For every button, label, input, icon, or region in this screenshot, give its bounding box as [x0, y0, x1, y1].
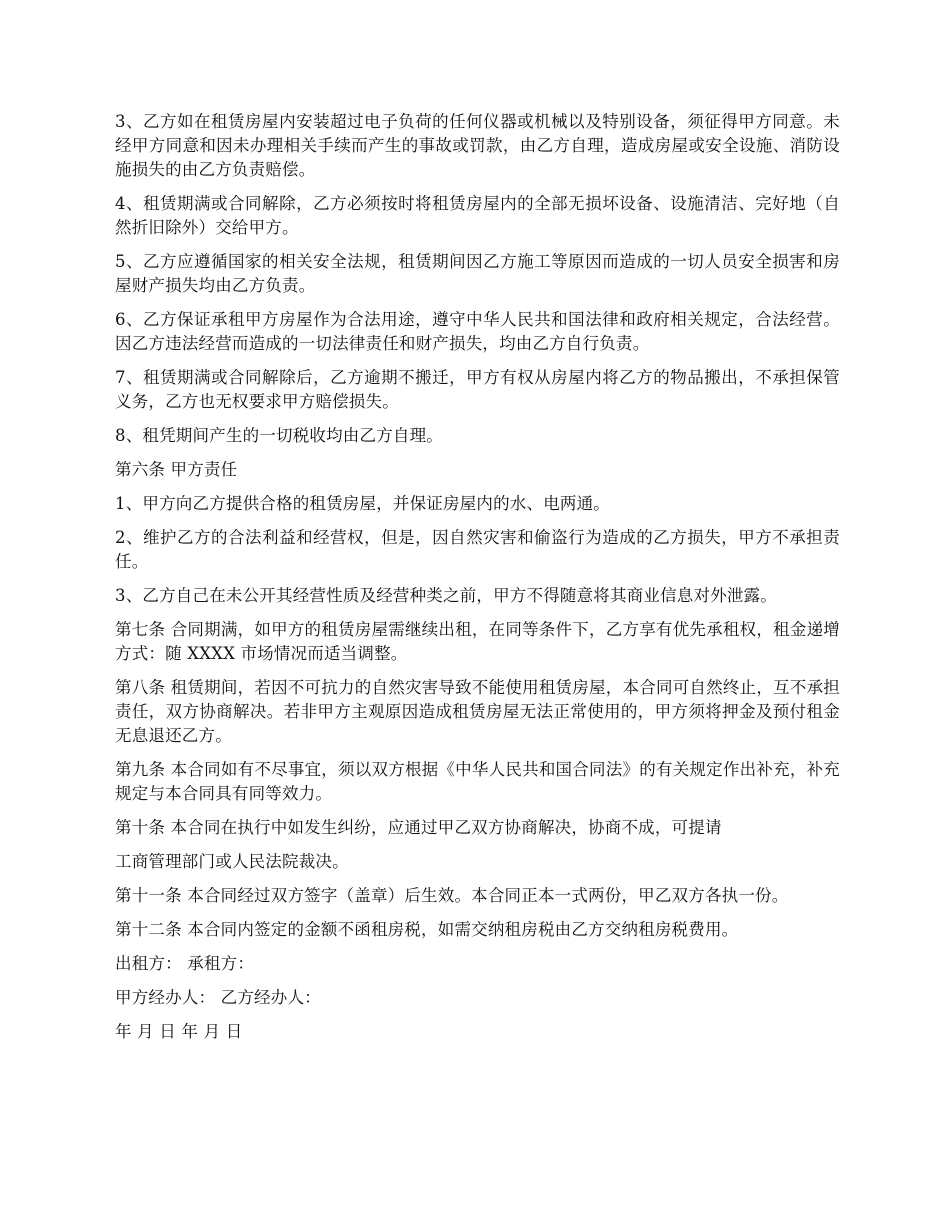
clause-6-item-2: 2、维护乙方的合法利益和经营权，但是，因自然灾害和偷盗行为造成的乙方损失，甲方不承担责任。	[115, 528, 840, 571]
clause-5-item-7: 7、租赁期满或合同解除后，乙方逾期不搬迁，甲方有权从房屋内将乙方的物品搬出，不承担保管义务，乙方也无权要求甲方赔偿损失。	[115, 368, 840, 411]
clause-5-item-5: 5、乙方应遵循国家的相关安全法规，租赁期间因乙方施工等原因而造成的一切人员安全损害和房屋财产损失均由乙方负责。	[115, 252, 840, 295]
clause-6-heading: 第六条 甲方责任	[115, 460, 238, 479]
clause-6-item-3: 3、乙方自己在未公开其经营性质及经营种类之前，甲方不得随意将其商业信息对外泄露。	[115, 586, 777, 605]
clause-5-item-8: 8、租凭期间产生的一切税收均由乙方自理。	[115, 426, 443, 445]
clause-5-item-4: 4、租赁期满或合同解除，乙方必须按时将租赁房屋内的全部无损坏设备、设施清洁、完好地（自然折旧除外）交给甲方。	[115, 194, 840, 237]
clause-12: 第十二条 本合同内签定的金额不函租房税，如需交纳租房税由乙方交纳租房税费用。	[115, 920, 739, 939]
document-body	[115, 110, 840, 1054]
clause-9: 第九条 本合同如有不尽事宜，须以双方根据《中华人民共和国合同法》的有关规定作出补充，补充规定与本合同具有同等效力。	[115, 760, 840, 803]
signature-agents-line: 甲方经办人： 乙方经办人：	[115, 988, 321, 1007]
clause-5-item-3: 3、乙方如在租赁房屋内安装超过电子负荷的任何仪器或机械以及特别设备，须征得甲方同意。未经甲方同意和因未办理相关手续而产生的事故或罚款，由乙方自理，造成房屋或安全设施、消防设施损失的由乙方负责赔偿。	[115, 112, 840, 179]
clause-8: 第八条 租赁期间，若因不可抗力的自然灾害导致不能使用租赁房屋，本合同可自然终止，互不承担责任，双方协商解决。若非甲方主观原因造成租赁房屋无法正常使用的，甲方须将押金及预付租金无息退还乙方。	[115, 678, 840, 745]
clause-6-item-1: 1、甲方向乙方提供合格的租赁房屋，并保证房屋内的水、电两通。	[115, 494, 610, 513]
clause-11: 第十一条 本合同经过双方签字（盖章）后生效。本合同正本一式两份，甲乙双方各执一份。	[115, 886, 789, 905]
clause-10: 第十条 本合同在执行中如发生纠纷，应通过甲乙双方协商解决，协商不成，可提请	[115, 818, 722, 837]
clause-5-item-6: 6、乙方保证承租甲方房屋作为合法用途，遵守中华人民共和国法律和政府相关规定，合法经营。因乙方违法经营而造成的一切法律责任和财产损失，均由乙方自行负责。	[115, 310, 840, 353]
clause-7: 第七条 合同期满，如甲方的租赁房屋需继续出租，在同等条件下，乙方享有优先承租权，租金递增方式：随 XXXX 市场情况而适当调整。	[115, 620, 840, 663]
signature-parties-line: 出租方： 承租方：	[115, 954, 255, 973]
signature-date-line: 年 月 日 年 月 日	[115, 1022, 243, 1041]
clause-10-continued: 工商管理部门或人民法院裁决。	[115, 852, 349, 871]
